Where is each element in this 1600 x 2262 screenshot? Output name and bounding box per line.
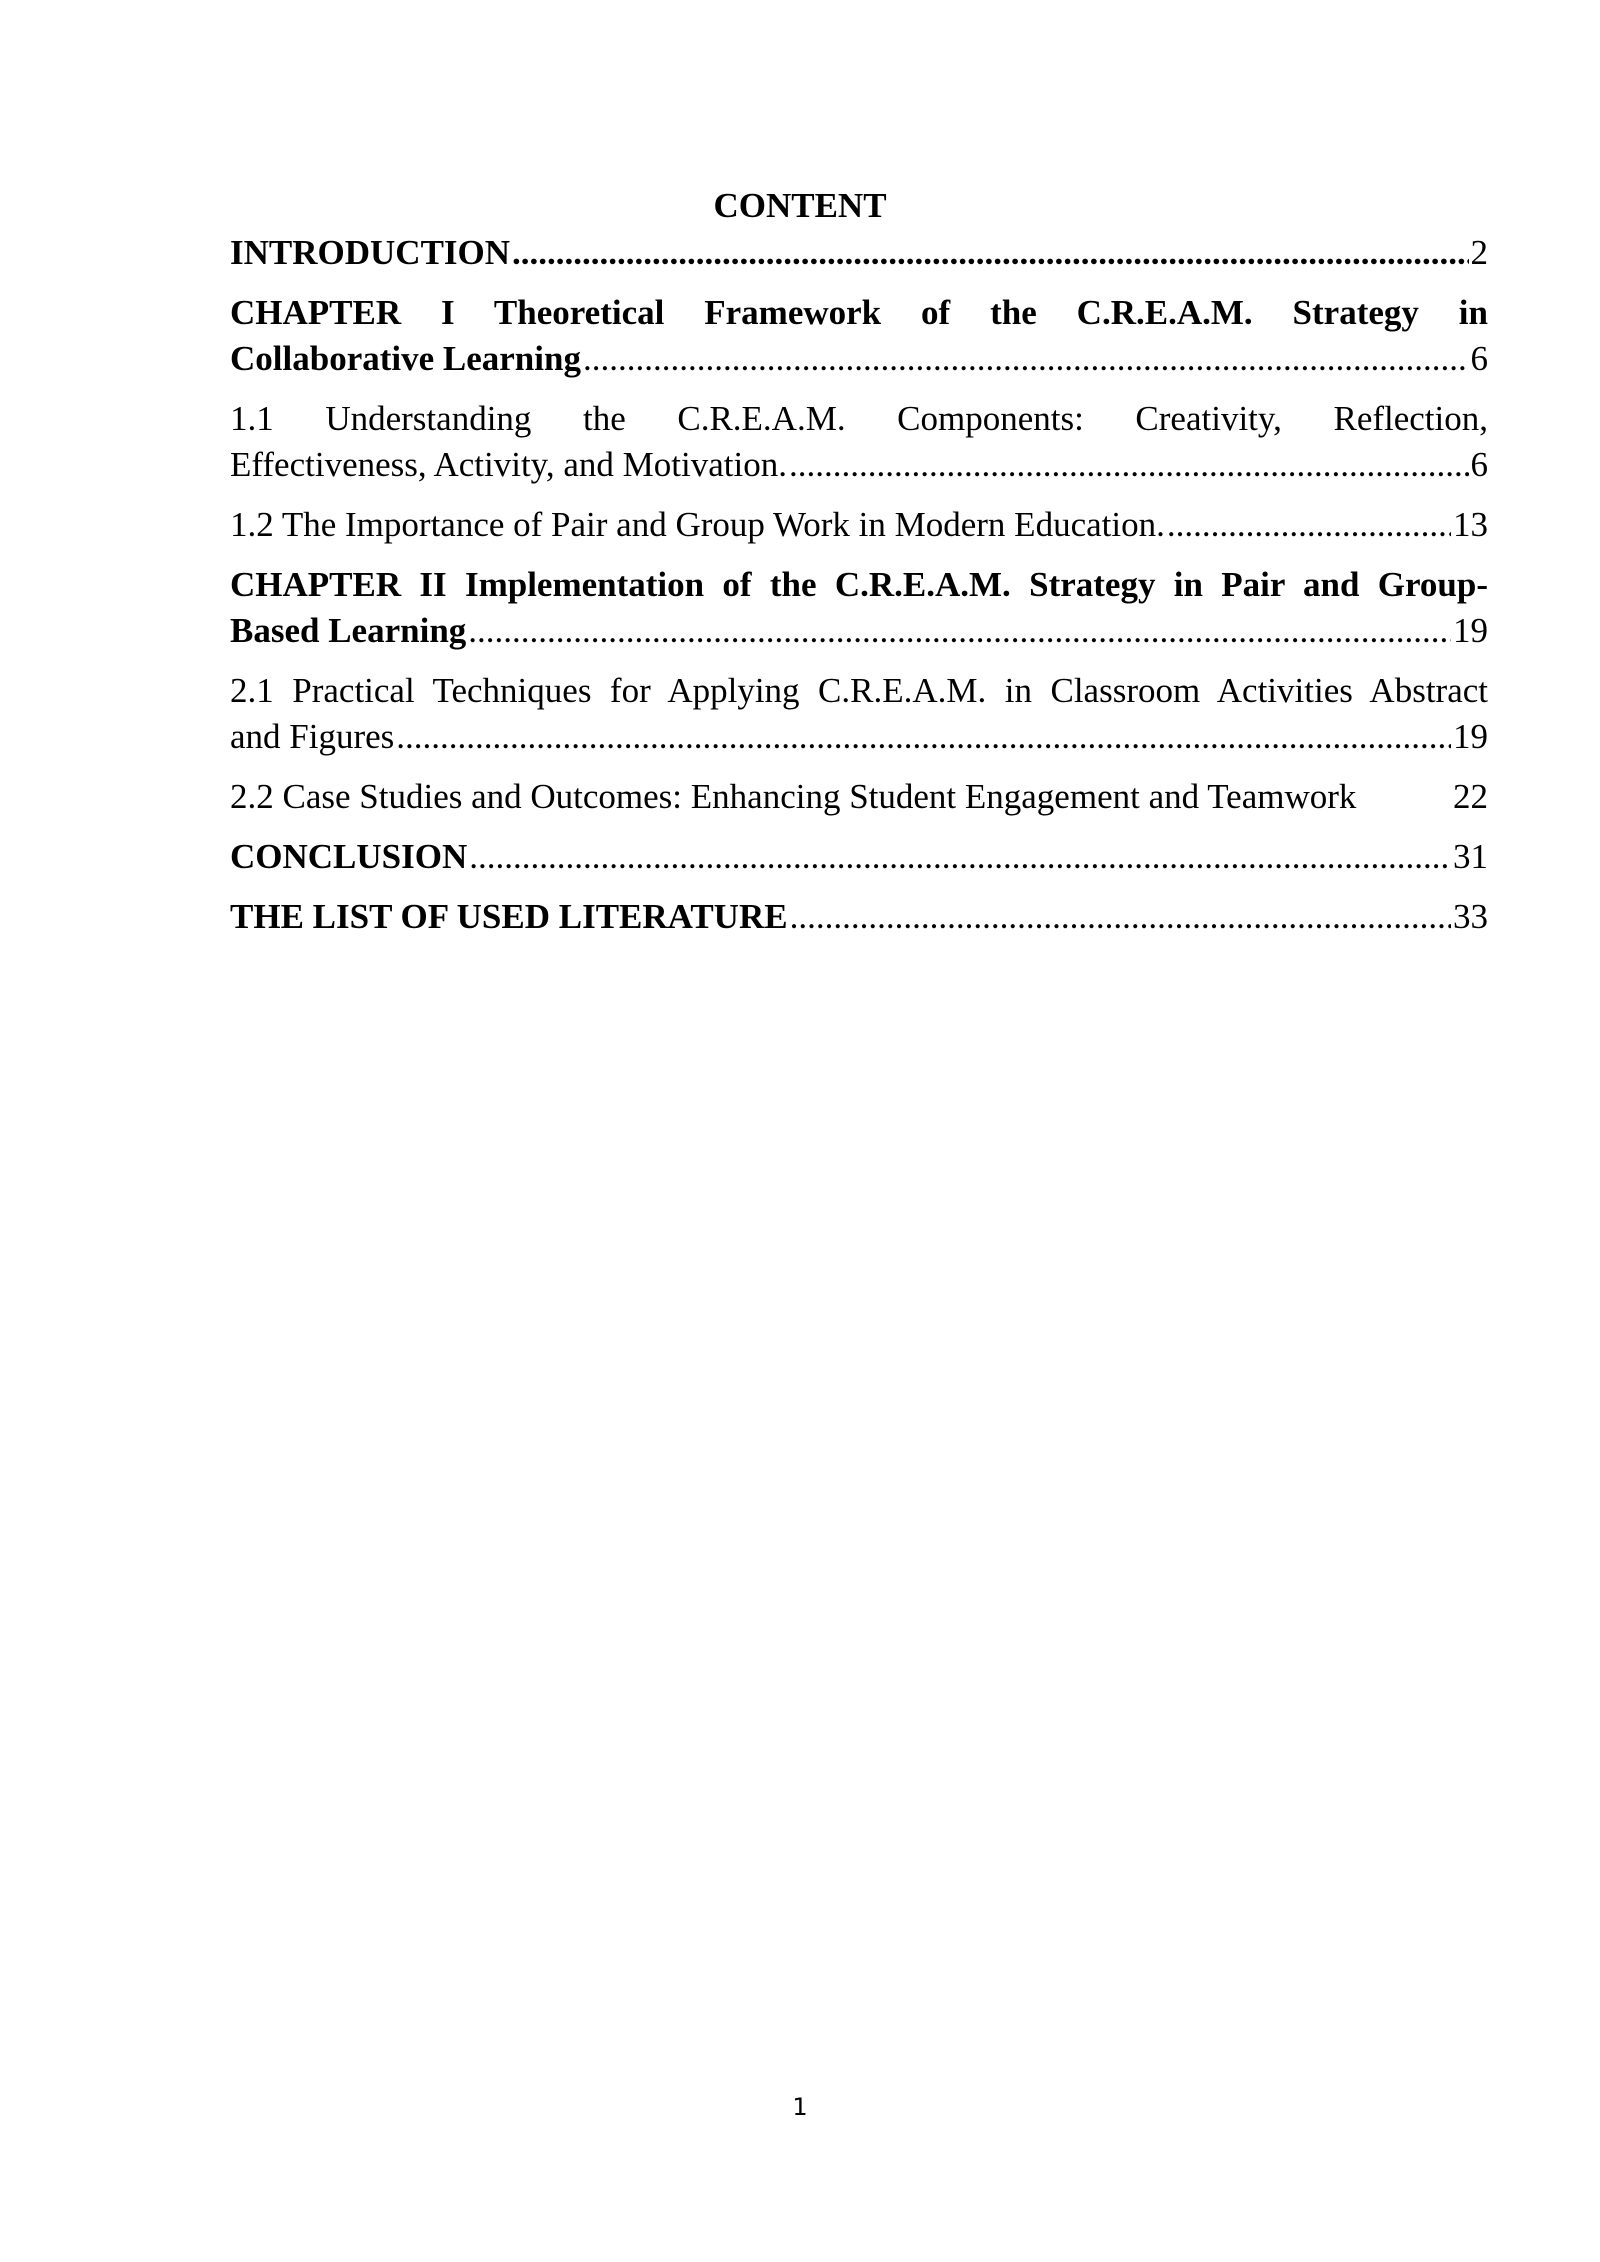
dot-leader xyxy=(583,336,1469,382)
toc-entry-label-line-1: 1.1 Understanding the C.R.E.A.M. Components: Creativity, Reflection, xyxy=(230,399,1488,438)
toc-entry-label-line-1: CHAPTER I Theoretical Framework of the C.R.E.A.M. Strategy in xyxy=(230,293,1488,332)
toc-entry-label: 1.2 The Importance of Pair and Group Work in Modern Education. xyxy=(230,505,1165,544)
toc-page-number: 33 xyxy=(1453,897,1488,936)
dot-leader xyxy=(789,442,1469,488)
toc-entry-label: THE LIST OF USED LITERATURE xyxy=(230,897,788,936)
toc-entry-label-line-2: Based Learning xyxy=(230,611,467,650)
toc-entry-label: CONCLUSION xyxy=(230,837,468,876)
toc-page-number: 19 xyxy=(1453,611,1488,650)
dot-leader xyxy=(469,834,1451,880)
toc-page-number: 6 xyxy=(1470,445,1488,484)
dot-leader xyxy=(1167,502,1451,548)
toc-entry-label-line-1: 2.1 Practical Techniques for Applying C.R.E.A.M. in Classroom Activities Abstract xyxy=(230,671,1488,710)
dot-leader xyxy=(396,714,1451,760)
toc-entry-chapter-2[interactable] xyxy=(230,562,1488,654)
toc-page-number: 6 xyxy=(1470,339,1488,378)
toc-title: CONTENT xyxy=(713,186,887,225)
toc-entry-conclusion[interactable] xyxy=(230,834,1488,880)
toc-entry-section-1-1[interactable] xyxy=(230,396,1488,488)
page-number: 1 xyxy=(792,2093,808,2121)
toc-entry-label-line-2: Collaborative Learning xyxy=(230,339,581,378)
table-of-contents xyxy=(230,230,1488,954)
toc-page-number: 2 xyxy=(1470,233,1488,272)
toc-entry-label-line-2: Effectiveness, Activity, and Motivation. xyxy=(230,445,787,484)
toc-entry-section-1-2[interactable] xyxy=(230,502,1488,548)
toc-entry-label-line-2: and Figures xyxy=(230,717,395,756)
toc-page-number: 13 xyxy=(1453,505,1488,544)
toc-entry-literature[interactable] xyxy=(230,894,1488,940)
toc-entry-section-2-2[interactable] xyxy=(230,774,1488,820)
dot-leader xyxy=(512,230,1468,276)
toc-page-number: 31 xyxy=(1453,837,1488,876)
toc-entry-introduction[interactable] xyxy=(230,230,1488,276)
toc-entry-label-line-1: CHAPTER II Implementation of the C.R.E.A.M. Strategy in Pair and Group- xyxy=(230,565,1488,604)
dot-leader xyxy=(790,894,1451,940)
toc-page-number: 22 xyxy=(1453,777,1488,816)
toc-entry-label: INTRODUCTION xyxy=(230,233,511,272)
toc-entry-chapter-1[interactable] xyxy=(230,290,1488,382)
toc-entry-section-2-1[interactable] xyxy=(230,668,1488,760)
toc-page-number: 19 xyxy=(1453,717,1488,756)
toc-entry-label: 2.2 Case Studies and Outcomes: Enhancing Student Engagement and Teamwork xyxy=(230,777,1357,816)
dot-leader xyxy=(468,608,1451,654)
